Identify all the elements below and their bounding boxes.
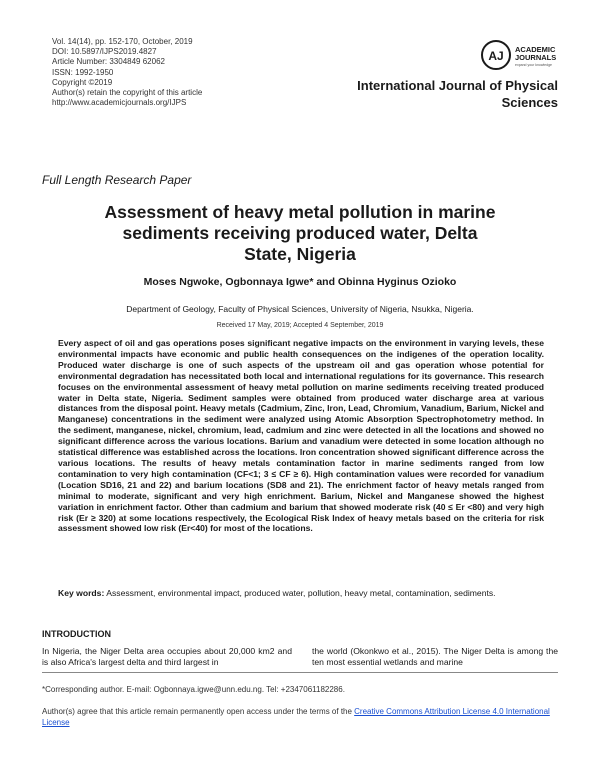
meta-issn: ISSN: 1992-1950: [52, 67, 114, 77]
title-line2: sediments receiving produced water, Delta: [122, 223, 478, 243]
corresponding-author: *Corresponding author. E-mail: Ogbonnaya.igwe@unn.edu.ng. Tel: +2347061182286.: [42, 685, 345, 694]
logo-line1: ACADEMIC: [515, 45, 556, 54]
meta-volume: Vol. 14(14), pp. 152-170, October, 2019: [52, 37, 193, 46]
journal-name: [328, 77, 558, 111]
logo-tagline: expand your knowledge: [515, 63, 552, 67]
received-accepted-dates: Received 17 May, 2019; Accepted 4 September, 2019: [216, 322, 384, 329]
meta-rights: Author(s) retain the copyright of this article: [52, 88, 203, 98]
article-title: [60, 202, 540, 265]
paper-type: Full Length Research Paper: [42, 173, 192, 187]
license-notice: [42, 707, 562, 728]
meta-article-number: Article Number: 3304849 62062: [52, 57, 165, 67]
keywords: [58, 588, 544, 599]
title-line1: Assessment of heavy metal pollution in marine: [104, 202, 496, 222]
meta-doi: DOI: 10.5897/IJPS2019.4827: [52, 47, 157, 57]
license-text: Author(s) agree that this article remain permanently open access under the terms of the: [42, 707, 355, 716]
keywords-list: Assessment, environmental impact, produced water, pollution, heavy metal, contamination, sediments.: [106, 588, 496, 598]
meta-url: http://www.academicjournals.org/IJPS: [52, 98, 187, 108]
article-metadata: [52, 37, 202, 108]
academic-journals-logo: [480, 38, 576, 74]
logo-line2: JOURNALS: [515, 53, 557, 62]
title-line3: State, Nigeria: [244, 244, 356, 264]
intro-column-left: In Nigeria, the Niger Delta area occupies about 20,000 km2 and is also Africa's largest delta and third largest in: [42, 646, 292, 667]
abstract: Every aspect of oil and gas operations poses significant negative impacts on the environment in varying levels, these environmental impacts have economic and public health consequences on the indigenes of the operation locality. Produced water discharge is one of such aspects of the upstream oil and gas operation whose potential for environmental degradation has necessitated both local and international regulations for its governance. This research focuses on the environmental assessment of heavy metal pollution on marine sediments receiving treated produced water in Delta state, Nigeria. Sediment samples were obtained from produced water discharge area at various distances from the disposal point. Heavy metals (Cadmium, Zinc, Iron, Lead, Chromium, Vanadium, Barium, Nickel and Manganese) concentrations in the sediment were analyzed using Atomic Absorption Spectrophotometry method. In the sediment, manganese, nickel, chromium, lead, cadmium and zinc were detected in all the locations and showed no significant difference across the various locations. Barium and vanadium were detected in some location although no statistical difference was established across the locations. Iron concentration showed significant difference across the various locations. The results of heavy metals contamination factor in marine sediments ranged from low contamination to very high contamination (CF<1; 3 ≤ CF ≥ 6). High contamination values were recorded for vanadium (Location SD16, 21 and 22) and barium locations (SD8 and 21). The enrichment factor of heavy metals ranged from minimal to moderate, significant and very high enrichment. Barium, Nickel and Manganese showed the highest variation in enrichment factor. Other than cadmium and barium that showed moderate risk (40 ≤ Er <80) and very high risk (Er ≥ 320) at some locations respectively, the Ecological Risk Index of heavy metals based on the criteria for risk assessment showed low risk (Er<40) for most of the locations.: [58, 338, 544, 534]
license-link[interactable]: Creative Commons Attribution License 4.0 International License: [42, 707, 550, 727]
logo-mark: AJ: [488, 49, 504, 63]
keywords-label: Key words:: [58, 588, 105, 598]
introduction-heading: INTRODUCTION: [42, 629, 111, 639]
meta-copyright: Copyright ©2019: [52, 77, 113, 87]
intro-column-right: the world (Okonkwo et al., 2015). The Niger Delta is among the ten most essential wetlands and marine: [312, 646, 558, 667]
footnote-divider: [42, 672, 558, 673]
affiliation: Department of Geology, Faculty of Physical Sciences, University of Nigeria, Nsukka, Nigeria.: [126, 304, 474, 314]
journal-name-line1: International Journal of Physical: [357, 78, 558, 93]
authors: Moses Ngwoke, Ogbonnaya Igwe* and Obinna Hyginus Ozioko: [143, 276, 457, 288]
journal-name-line2: Sciences: [501, 95, 558, 110]
